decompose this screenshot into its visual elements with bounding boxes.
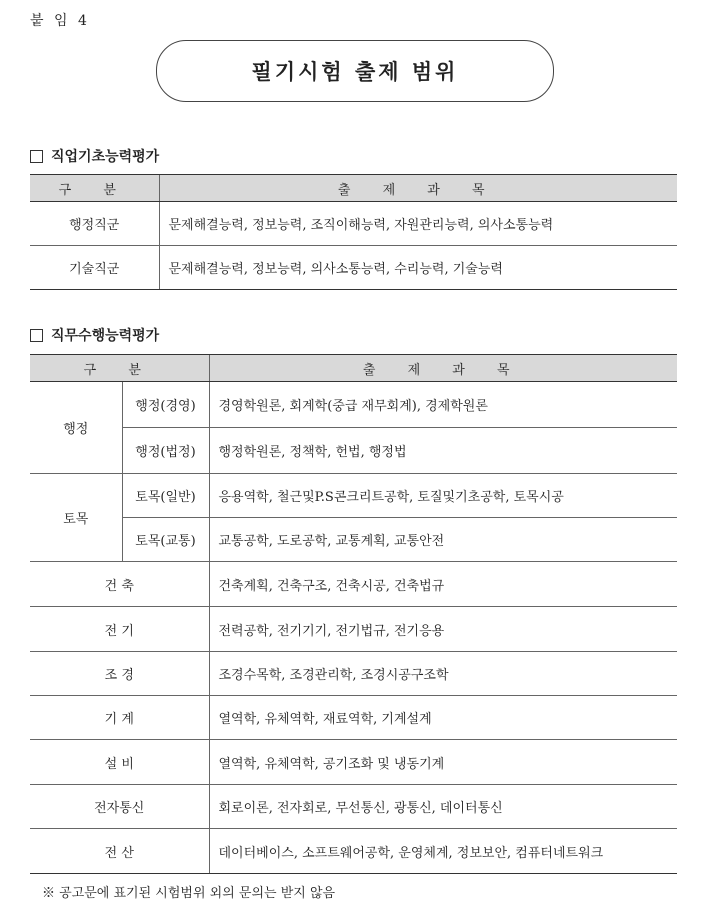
subjects-cell: 행정학원론, 정책학, 헌법, 행정법 [209,428,677,474]
subjects-cell: 회로이론, 전자회로, 무선통신, 광통신, 데이터통신 [209,785,677,829]
attachment-label: 붙 임 4 [30,13,90,29]
category-cell: 행정직군 [30,202,159,246]
section1-heading [30,146,159,166]
table-row [30,202,677,246]
header-category: 구 분 [30,355,209,382]
category-cell: 전 기 [30,607,209,652]
group-cell: 토목 [30,474,122,562]
checkbox-square-icon [30,329,43,342]
category-cell: 전자통신 [30,785,209,829]
job-ability-table [30,354,677,874]
subjects-cell: 경영학원론, 회계학(중급 재무회계), 경제학원론 [209,382,677,428]
table-row [30,246,677,290]
header-subjects: 출 제 과 목 [159,175,677,202]
subjects-cell: 건축계획, 건축구조, 건축시공, 건축법규 [209,562,677,607]
subjects-cell: 전력공학, 전기기기, 전기법규, 전기응용 [209,607,677,652]
category-cell: 설 비 [30,740,209,785]
table-row [30,829,677,874]
category-cell: 전 산 [30,829,209,874]
subjects-cell: 문제해결능력, 정보능력, 조직이해능력, 자원관리능력, 의사소통능력 [159,202,677,246]
table-row [30,696,677,740]
section2-heading [30,325,159,345]
table-row [30,474,677,518]
table-row [30,607,677,652]
subcategory-cell: 행정(경영) [122,382,209,428]
subjects-cell: 문제해결능력, 정보능력, 의사소통능력, 수리능력, 기술능력 [159,246,677,290]
page-title: 필기시험 출제 범위 [156,40,554,102]
category-cell: 건 축 [30,562,209,607]
table-row [30,428,677,474]
subcategory-cell: 행정(법정) [122,428,209,474]
checkbox-square-icon [30,150,43,163]
category-cell: 기 계 [30,696,209,740]
subcategory-cell: 토목(일반) [122,474,209,518]
table-row [30,562,677,607]
subjects-cell: 데이터베이스, 소프트웨어공학, 운영체계, 정보보안, 컴퓨터네트워크 [209,829,677,874]
subjects-cell: 열역학, 유체역학, 공기조화 및 냉동기계 [209,740,677,785]
table-row [30,785,677,829]
table-row [30,382,677,428]
category-cell: 기술직군 [30,246,159,290]
table-row [30,652,677,696]
subjects-cell: 조경수목학, 조경관리학, 조경시공구조학 [209,652,677,696]
group-cell: 행정 [30,382,122,474]
footnote: ※ 공고문에 표기된 시험범위 외의 문의는 받지 않음 [42,886,336,901]
table-row [30,518,677,562]
subjects-cell: 열역학, 유체역학, 재료역학, 기계설계 [209,696,677,740]
header-subjects: 출 제 과 목 [209,355,677,382]
header-category: 구 분 [30,175,159,202]
table-row [30,740,677,785]
subjects-cell: 응용역학, 철근및P.S콘크리트공학, 토질및기초공학, 토목시공 [209,474,677,518]
basic-ability-table [30,174,677,290]
subjects-cell: 교통공학, 도로공학, 교통계획, 교통안전 [209,518,677,562]
subcategory-cell: 토목(교통) [122,518,209,562]
category-cell: 조 경 [30,652,209,696]
section1-heading-text: 직업기초능력평가 [51,149,160,165]
section2-heading-text: 직무수행능력평가 [51,328,160,344]
